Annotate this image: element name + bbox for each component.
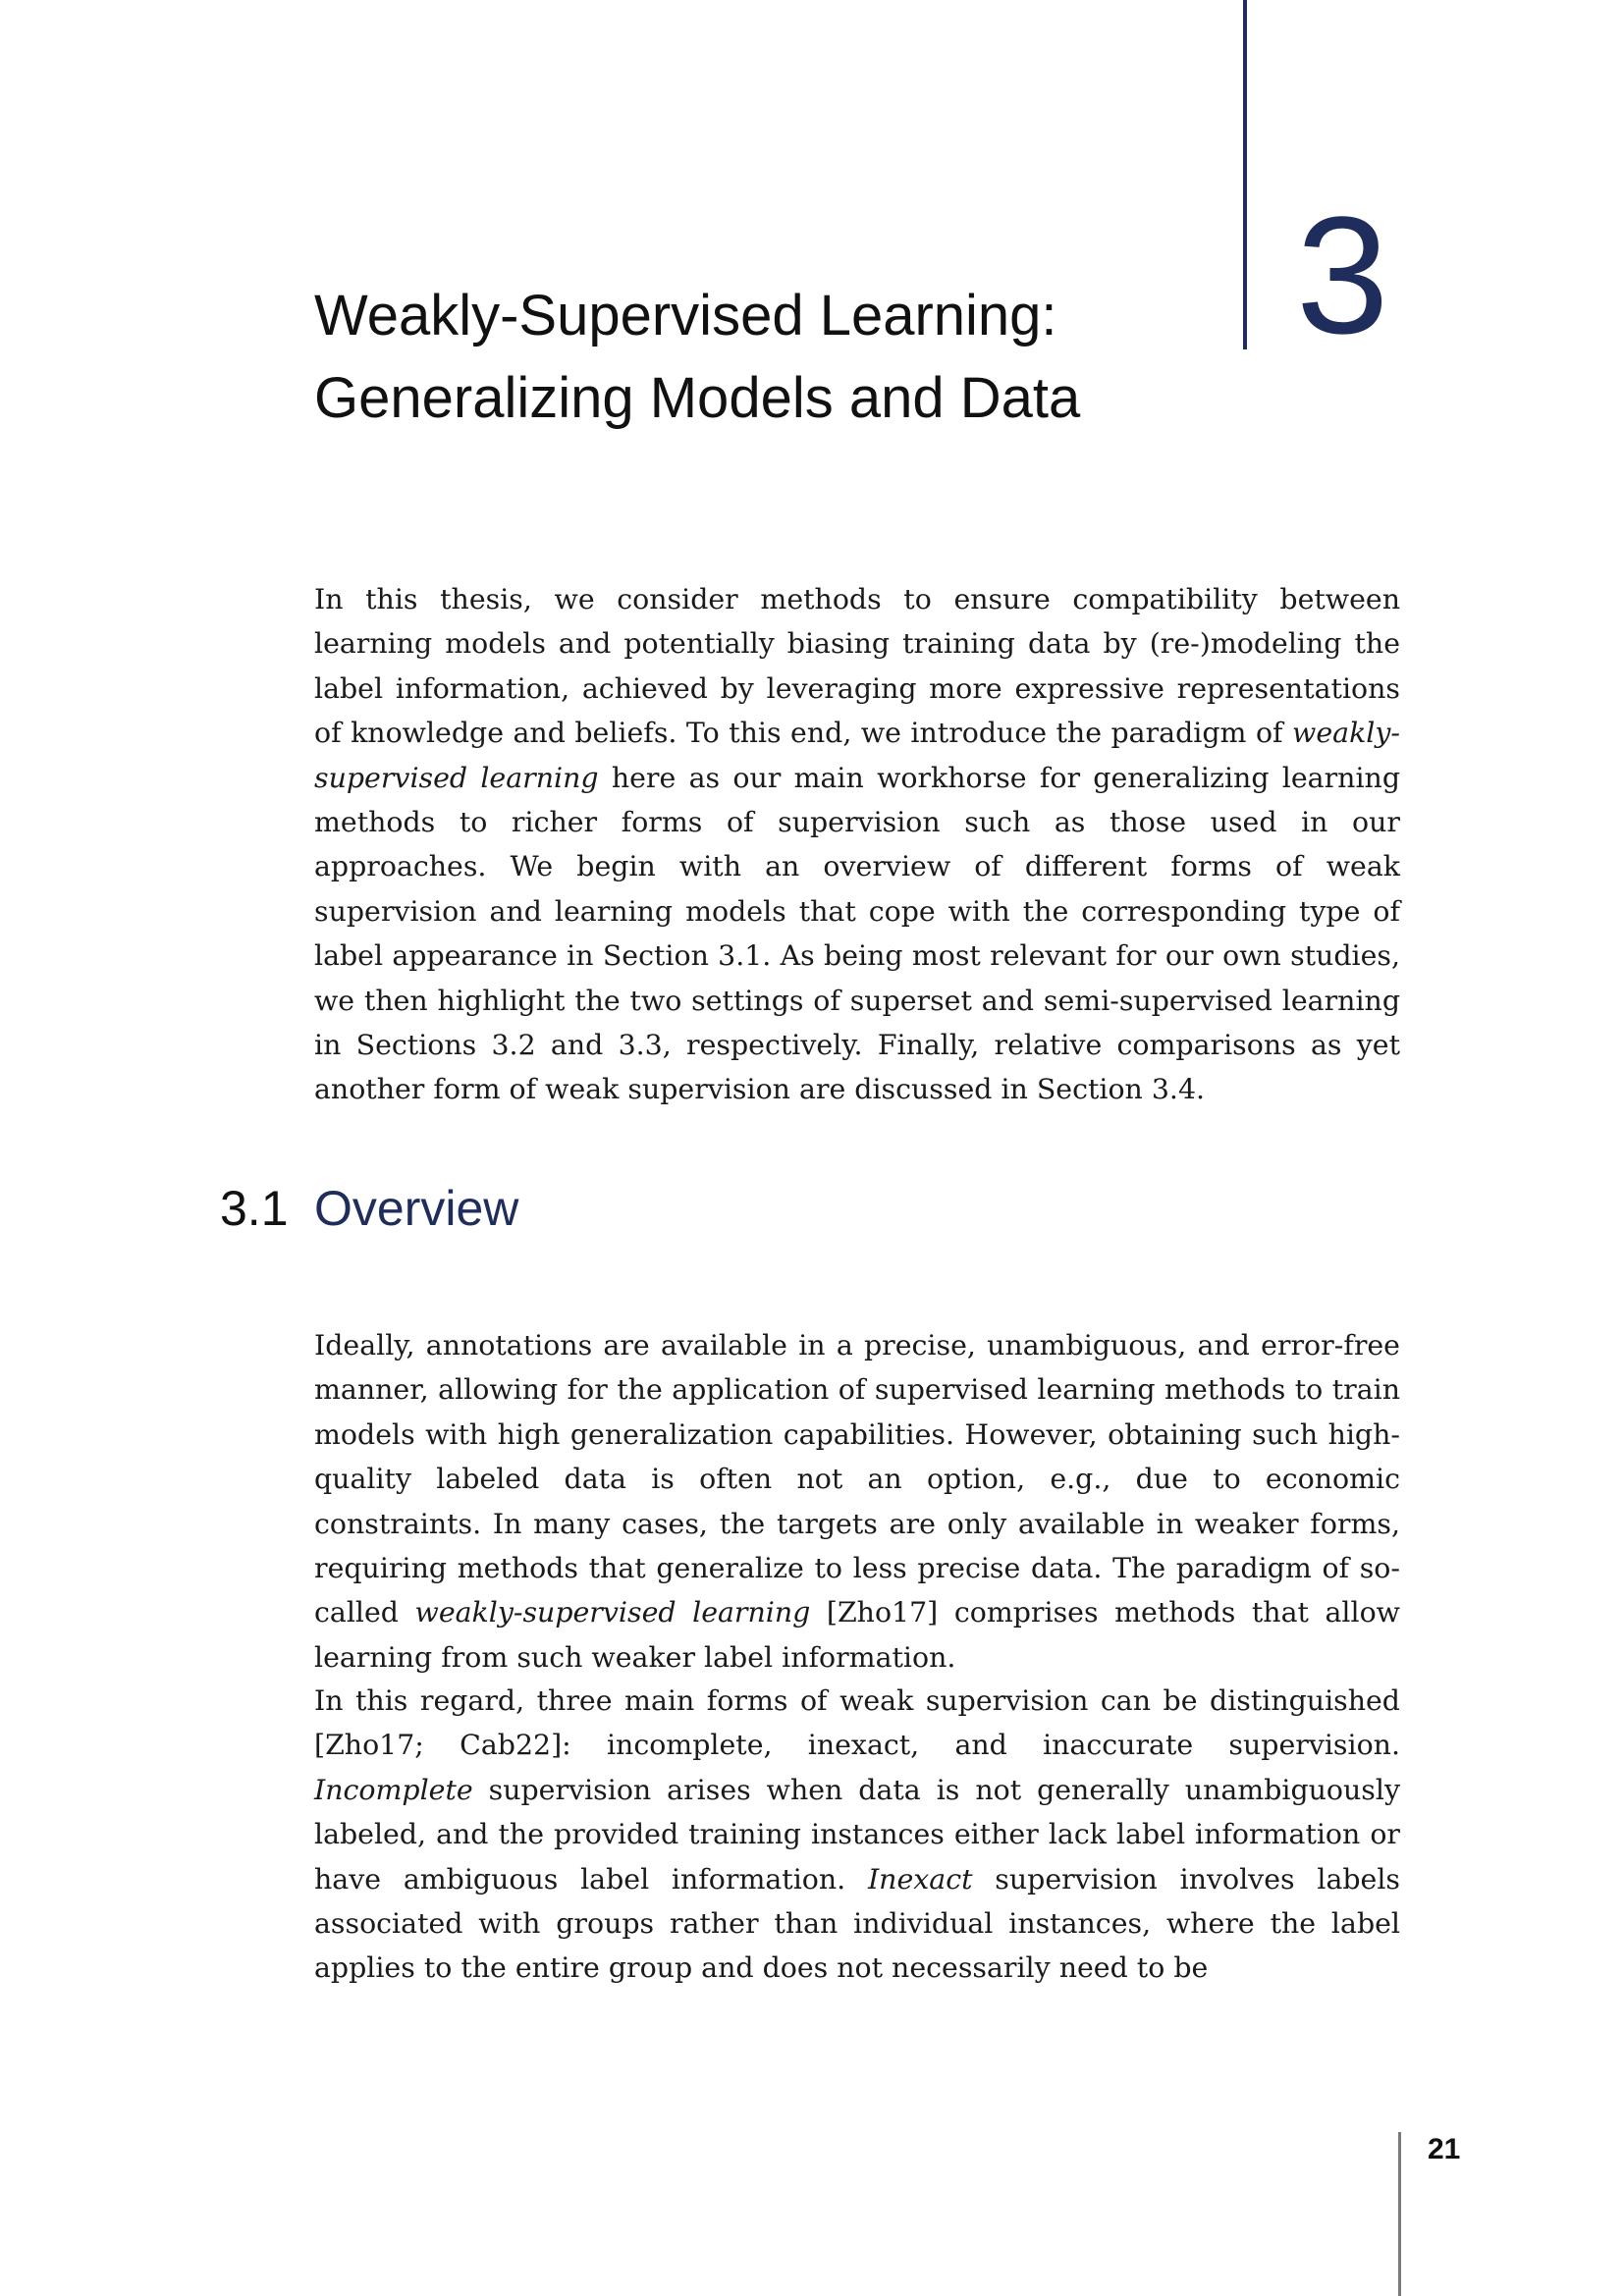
intro-paragraph xyxy=(314,577,1400,1112)
chapter-number: 3 xyxy=(1296,183,1389,369)
page-number: 21 xyxy=(1428,2133,1461,2165)
section-title: Overview xyxy=(314,1181,519,1236)
p2-text-2: supervision arises when data is not generally unambiguously labeled, and the provided training instances either lack label information or have ambiguous label information. xyxy=(314,1773,1400,1896)
chapter-title-line2: Generalizing Models and Data xyxy=(314,366,1081,430)
chapter-title-line1: Weakly-Supervised Learning: xyxy=(314,284,1057,347)
p1-emphasis: weakly-supervised learning xyxy=(414,1596,811,1629)
chapter-rule xyxy=(1243,0,1247,349)
p1-text-1: Ideally, annotations are available in a precise, unambiguous, and error-free manner, allowing for the application of supervised learning methods to train models with high generalization capabilities. However, obtaining such high-quality labeled data is often not an option, e.g., due to economic constraints. In many cases, the targets are only available in weaker forms, requiring methods that generalize to less precise data. The paradigm of so-called xyxy=(314,1329,1400,1629)
intro-text-1: In this thesis, we consider methods to ensure compatibility between learning models and potentially biasing training data by (re-)modeling the label information, achieved by leveraging more expressive representations of knowledge and beliefs. To this end, we introduce the paradigm of xyxy=(314,583,1400,750)
p1-text-2: [Zho17] comprises methods that allow learning from such weaker label information. xyxy=(314,1596,1400,1674)
p2-emphasis-incomplete: Incomplete xyxy=(314,1773,473,1806)
intro-emphasis: weakly-supervised learning xyxy=(314,717,1400,794)
overview-paragraph-2 xyxy=(314,1679,1400,1991)
section-number: 3.1 xyxy=(220,1181,289,1236)
p2-emphasis-inexact: Inexact xyxy=(867,1862,973,1896)
footer-rule xyxy=(1398,2132,1401,2296)
p2-text-3: supervision involves labels associated with groups rather than individual instances, where the label applies to the entire group and does not necessarily need to be xyxy=(314,1862,1400,1985)
chapter-title xyxy=(314,275,1198,440)
intro-text-2: here as our main workhorse for generalizing learning methods to richer forms of supervision such as those used in our approaches. We begin with an overview of different forms of weak supervision and learning models that cope with the corresponding type of label appearance in Section 3.1. As being most relevant for our own studies, we then highlight the two settings of superset and semi-supervised learning in Sections 3.2 and 3.3, respectively. Finally, relative comparisons as yet another form of weak supervision are discussed in Section 3.4. xyxy=(314,761,1400,1106)
p2-text-1: In this regard, three main forms of weak supervision can be distinguished [Zho17; Cab22]: incomplete, inexact, and inaccurate supervision. xyxy=(314,1684,1400,1762)
section-heading xyxy=(220,1174,518,1243)
overview-paragraph-1 xyxy=(314,1323,1400,1680)
